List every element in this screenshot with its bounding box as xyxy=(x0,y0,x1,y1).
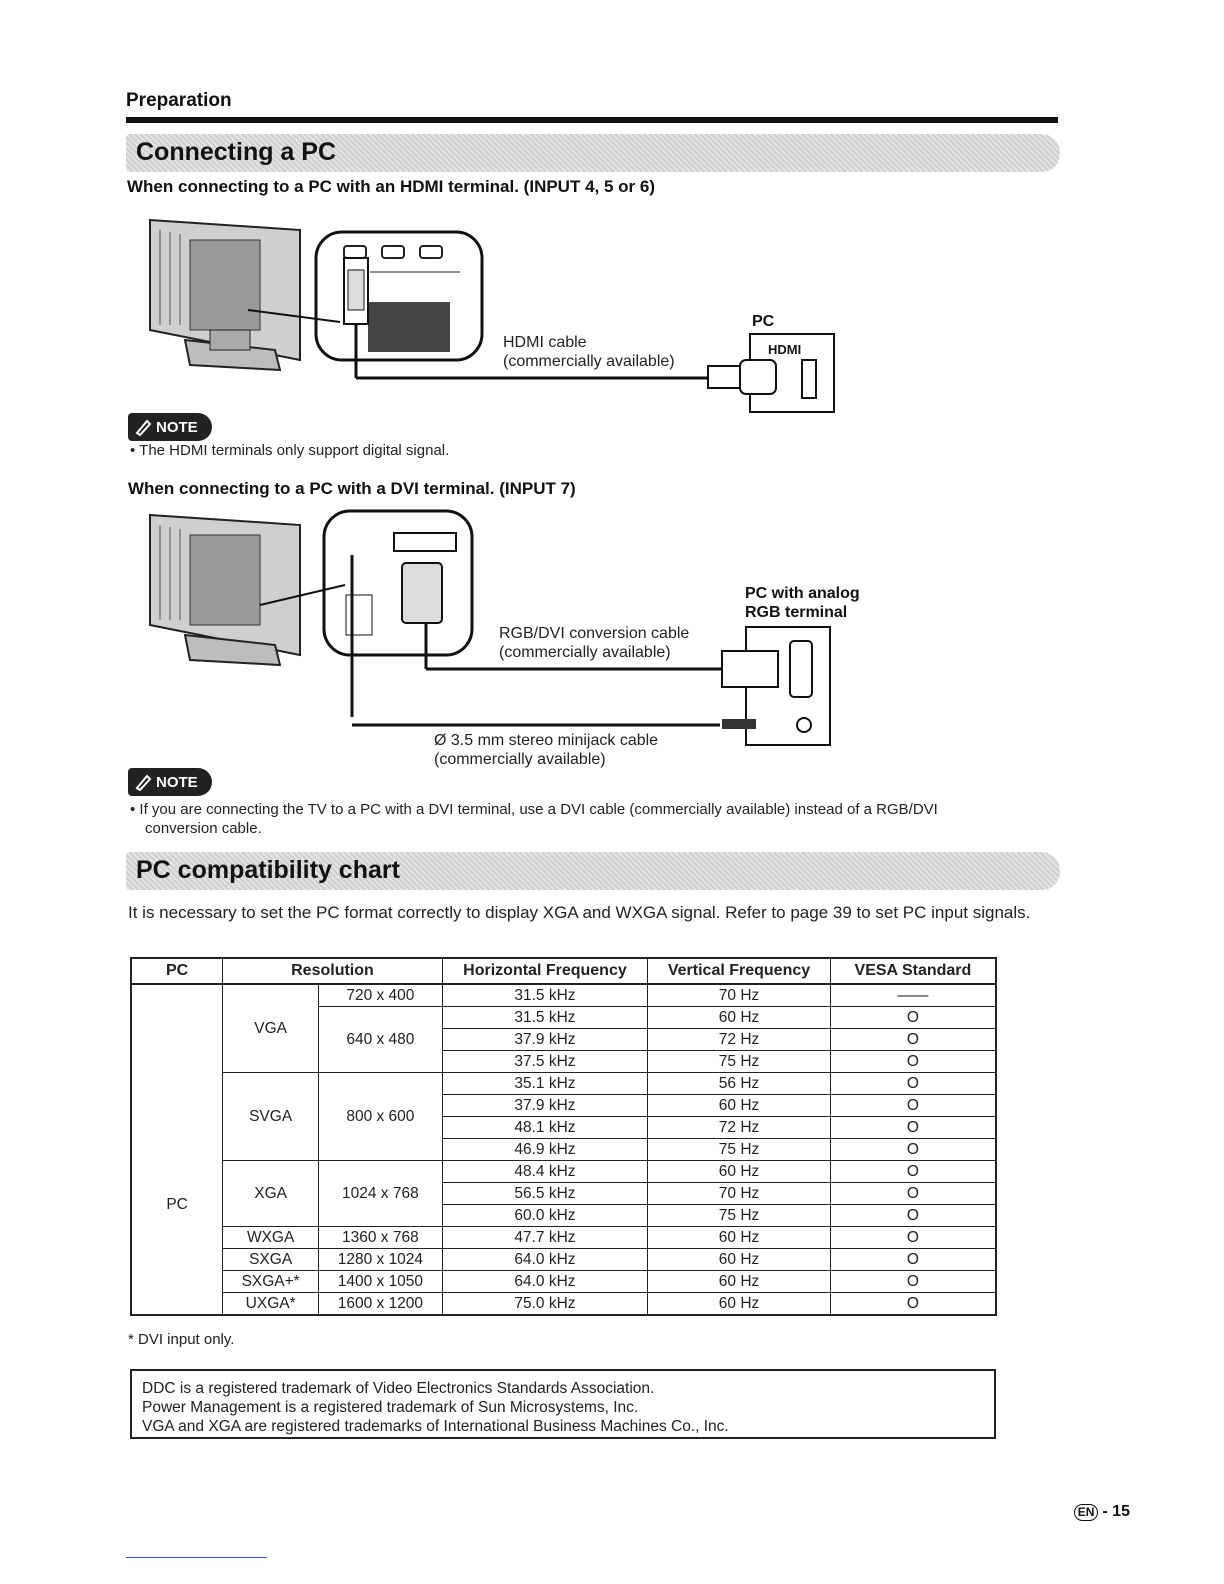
resolution-cell: 720 x 400 xyxy=(319,984,443,1007)
table-row xyxy=(131,1293,996,1316)
vesa-cell: O xyxy=(830,1029,996,1051)
mode-cell: WXGA xyxy=(223,1227,319,1249)
horizontal-frequency-cell: 46.9 kHz xyxy=(442,1139,648,1161)
vesa-cell: O xyxy=(830,1073,996,1095)
page-number: EN - 15 xyxy=(1074,1503,1130,1521)
mode-cell: XGA xyxy=(223,1161,319,1227)
pencil-icon xyxy=(134,773,152,791)
note2-text: • If you are connecting the TV to a PC with a DVI terminal, use a DVI cable (commercially available) instead of a RGB/DVI conversion cable. xyxy=(130,801,938,837)
horizontal-frequency-cell: 64.0 kHz xyxy=(442,1271,648,1293)
horizontal-frequency-cell: 37.9 kHz xyxy=(442,1029,648,1051)
vesa-cell: O xyxy=(830,1095,996,1117)
mode-cell: UXGA* xyxy=(223,1293,319,1316)
pc-group-cell: PC xyxy=(131,984,223,1315)
vertical-frequency-cell: 75 Hz xyxy=(648,1051,831,1073)
resolution-cell: 1360 x 768 xyxy=(319,1227,443,1249)
horizontal-frequency-cell: 60.0 kHz xyxy=(442,1205,648,1227)
vertical-frequency-cell: 60 Hz xyxy=(648,1271,831,1293)
dvi-heading: When connecting to a PC with a DVI terminal. (INPUT 7) xyxy=(128,479,576,498)
table-body xyxy=(131,984,996,1315)
table-row xyxy=(131,984,996,1007)
language-badge: EN xyxy=(1074,1504,1099,1521)
vesa-cell: O xyxy=(830,1271,996,1293)
vertical-frequency-cell: 60 Hz xyxy=(648,1293,831,1316)
horizontal-frequency-cell: 47.7 kHz xyxy=(442,1227,648,1249)
banner-pc-compatibility xyxy=(126,852,1060,890)
vertical-frequency-cell: 72 Hz xyxy=(648,1117,831,1139)
resolution-cell: 1600 x 1200 xyxy=(319,1293,443,1316)
resolution-cell: 1280 x 1024 xyxy=(319,1249,443,1271)
trademark-line: VGA and XGA are registered trademarks of International Business Machines Co., Inc. xyxy=(142,1418,729,1435)
tv-rear-illustration xyxy=(150,220,300,370)
table-row xyxy=(131,1227,996,1249)
table-header-row xyxy=(131,958,996,984)
trademark-line: DDC is a registered trademark of Video Electronics Standards Association. xyxy=(142,1380,655,1397)
horizontal-frequency-cell: 64.0 kHz xyxy=(442,1249,648,1271)
resolution-cell: 1400 x 1050 xyxy=(319,1271,443,1293)
dvi-pc-label: PC with analog RGB terminal xyxy=(745,585,860,621)
vertical-frequency-cell: 72 Hz xyxy=(648,1029,831,1051)
vertical-frequency-cell: 70 Hz xyxy=(648,1183,831,1205)
vesa-cell: O xyxy=(830,1293,996,1316)
horizontal-frequency-cell: 31.5 kHz xyxy=(442,984,648,1007)
link-underline xyxy=(126,1557,267,1558)
vesa-cell: O xyxy=(830,1117,996,1139)
vertical-frequency-cell: 70 Hz xyxy=(648,984,831,1007)
horizontal-frequency-cell: 75.0 kHz xyxy=(442,1293,648,1316)
horizontal-frequency-cell: 31.5 kHz xyxy=(442,1007,648,1029)
vertical-frequency-cell: 75 Hz xyxy=(648,1205,831,1227)
trademark-line: Power Management is a registered trademark of Sun Microsystems, Inc. xyxy=(142,1399,639,1416)
vesa-cell: O xyxy=(830,1227,996,1249)
vesa-cell: O xyxy=(830,1249,996,1271)
note1-text: • The HDMI terminals only support digital signal. xyxy=(130,442,450,459)
hdmi-cable-label: HDMI cable (commercially available) xyxy=(503,334,675,370)
table-row xyxy=(131,1073,996,1095)
horizontal-frequency-cell: 35.1 kHz xyxy=(442,1073,648,1095)
banner-title: PC compatibility chart xyxy=(136,856,400,884)
vesa-cell: O xyxy=(830,1007,996,1029)
vesa-cell: —— xyxy=(830,984,996,1007)
banner-title: Connecting a PC xyxy=(136,138,337,166)
horizontal-frequency-cell: 37.5 kHz xyxy=(442,1051,648,1073)
horizontal-frequency-cell: 37.9 kHz xyxy=(442,1095,648,1117)
header-resolution: Resolution xyxy=(223,958,442,984)
table-row xyxy=(131,1271,996,1293)
vesa-cell: O xyxy=(830,1139,996,1161)
pc-compatibility-table xyxy=(130,957,997,1316)
vertical-frequency-cell: 56 Hz xyxy=(648,1073,831,1095)
banner-connecting-pc xyxy=(126,134,1060,172)
hdmi-pc-label: PC xyxy=(752,313,775,330)
section-label: Preparation xyxy=(126,90,232,111)
vertical-frequency-cell: 60 Hz xyxy=(648,1249,831,1271)
chart-intro: It is necessary to set the PC format correctly to display XGA and WXGA signal. Refer to page 39 to set PC input signals. xyxy=(128,903,1031,922)
footnote: * DVI input only. xyxy=(128,1331,235,1348)
trademark-box xyxy=(130,1369,996,1439)
rgb-dvi-cable-label: RGB/DVI conversion cable (commercially available) xyxy=(499,625,690,661)
vertical-frequency-cell: 75 Hz xyxy=(648,1139,831,1161)
table-row xyxy=(131,1161,996,1183)
header-vertical-frequency: Vertical Frequency xyxy=(648,958,831,984)
horizontal-frequency-cell: 48.4 kHz xyxy=(442,1161,648,1183)
mode-cell: VGA xyxy=(223,984,319,1073)
minijack-cable-label: Ø 3.5 mm stereo minijack cable (commercially available) xyxy=(434,732,659,768)
hdmi-heading: When connecting to a PC with an HDMI terminal. (INPUT 4, 5 or 6) xyxy=(127,177,655,196)
vesa-cell: O xyxy=(830,1051,996,1073)
table-row xyxy=(131,1249,996,1271)
resolution-cell: 800 x 600 xyxy=(319,1073,443,1161)
section-rule xyxy=(126,117,1058,123)
vesa-cell: O xyxy=(830,1205,996,1227)
note-badge-2: NOTE xyxy=(128,768,212,796)
tv-rear-illustration xyxy=(150,515,300,665)
header-horizontal-frequency: Horizontal Frequency xyxy=(442,958,648,984)
header-pc: PC xyxy=(131,958,223,984)
note-badge-1: NOTE xyxy=(128,413,212,441)
resolution-cell: 640 x 480 xyxy=(319,1007,443,1073)
vesa-cell: O xyxy=(830,1161,996,1183)
vertical-frequency-cell: 60 Hz xyxy=(648,1227,831,1249)
resolution-cell: 1024 x 768 xyxy=(319,1161,443,1227)
horizontal-frequency-cell: 48.1 kHz xyxy=(442,1117,648,1139)
vesa-cell: O xyxy=(830,1183,996,1205)
vertical-frequency-cell: 60 Hz xyxy=(648,1161,831,1183)
horizontal-frequency-cell: 56.5 kHz xyxy=(442,1183,648,1205)
mode-cell: SVGA xyxy=(223,1073,319,1161)
mode-cell: SXGA+* xyxy=(223,1271,319,1293)
pencil-icon xyxy=(134,418,152,436)
mode-cell: SXGA xyxy=(223,1249,319,1271)
vertical-frequency-cell: 60 Hz xyxy=(648,1095,831,1117)
hdmi-logo-text: HDMI xyxy=(768,342,802,357)
vertical-frequency-cell: 60 Hz xyxy=(648,1007,831,1029)
header-vesa-standard: VESA Standard xyxy=(830,958,996,984)
